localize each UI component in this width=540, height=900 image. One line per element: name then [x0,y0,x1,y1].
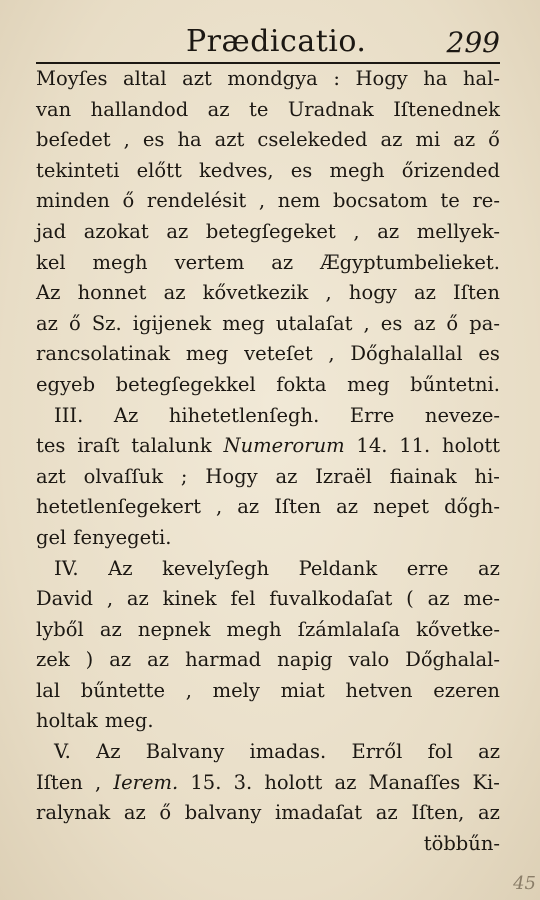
word: jad [36,219,67,243]
word: dőgh- [444,495,500,519]
word: 11. [399,434,431,458]
word: van [36,97,72,121]
word: , [353,219,360,243]
word: hi- [474,464,500,488]
word: betegſegekkel [115,372,256,396]
word: Az [36,281,61,305]
word: Hogy [355,67,408,90]
word: imadaſat [274,801,363,825]
word: vertem [174,250,245,274]
text-line [36,584,500,615]
word: Hogy [205,464,258,488]
word: az [207,97,230,121]
word: mely [212,678,260,702]
text-line [36,339,500,370]
word: az [123,801,146,825]
word: : [333,67,340,90]
word: fokta [276,372,327,396]
word: az [237,495,260,519]
word: V. [54,740,71,764]
word: meg [347,372,390,396]
text-line [36,737,500,768]
word: napig [277,648,333,672]
text-line [36,278,500,309]
text-line [36,125,500,156]
word: az [413,281,436,305]
running-title: Prædicatio. [186,24,367,59]
text-line [36,645,500,676]
word: Iſten, [411,801,465,825]
word: III. [54,403,84,427]
word: az [375,801,398,825]
word: Sz. [91,311,122,335]
word: fel [230,587,256,611]
text-line [36,186,500,217]
word: holott [442,434,500,458]
word: Az [108,556,133,580]
word: az [147,648,170,672]
word: Peldank [298,556,378,580]
word: , [123,128,130,152]
word: az [478,556,500,580]
word: az [275,464,298,488]
word: balvany [184,801,262,825]
word: imadas. [249,740,327,764]
text-line [36,95,500,126]
word: kinek [162,587,217,611]
word: ezeren [433,678,500,702]
word: Dőghalal- [405,648,500,672]
word: nem [277,189,321,213]
text-line [36,615,500,646]
word: mellyek- [416,219,500,243]
word: bűntette [80,678,165,702]
word: utalaſat [275,311,353,335]
text-line [36,401,500,432]
text-line [36,676,500,707]
word: minden [36,189,110,213]
word: , [95,770,102,794]
word: IV. [54,556,79,580]
word: ſzámlalaſa [297,617,400,641]
word: re- [472,189,500,213]
word: azokat [83,219,149,243]
text-line [36,370,500,401]
text-line [36,523,500,554]
word: olvaſſuk [83,464,164,488]
word: bűntetni. [410,372,500,396]
word: kevelyſegh [162,556,270,580]
page-header [36,18,500,62]
word: miat [280,678,325,702]
text-line [36,768,500,799]
word: azt [36,464,66,488]
word: betegſegeket [205,219,336,243]
word: hallandod [90,97,189,121]
word: többűn- [423,831,500,855]
word: az [109,648,132,672]
word: veteſet [244,342,313,366]
word: Moyſes [36,67,108,90]
word: előtt [136,158,182,182]
word: azt [214,128,245,152]
word: ) [85,648,94,672]
catchword-line [36,829,500,860]
word: gel [36,525,67,549]
word: kővetkezik [202,281,309,305]
word: , [325,281,332,305]
word: hal- [462,67,500,90]
word: kel [36,250,66,274]
word: az [126,587,149,611]
word: Ierem. [113,770,179,794]
word: az [427,587,450,611]
word: az [377,219,400,243]
word: beſedet [36,128,111,152]
word: meg [185,342,229,366]
word: rancsolatinak [36,342,171,366]
text-line [36,217,500,248]
word: es [290,158,313,182]
word: az [478,740,500,764]
word: 15. [190,770,222,794]
margin-note: 45 [513,873,536,894]
text-line [36,554,500,585]
word: harmad [185,648,262,672]
word: fol [427,740,453,764]
word: Erre [349,403,395,427]
word: fiainak [389,464,457,488]
word: neveze- [424,403,500,427]
word: , [363,311,370,335]
word: hetetlenſegekert [36,495,201,519]
word: , [185,678,192,702]
word: ő [488,128,500,152]
word: meg [222,311,265,335]
word: , [328,342,335,366]
word: cselekeded [257,128,368,152]
text-line [36,248,500,279]
word: meg. [104,709,154,733]
text-line [36,156,500,187]
word: Iſten [274,495,322,519]
text-line [36,798,500,829]
word: zek [36,648,70,672]
word: megh [226,617,282,641]
word: es [478,342,500,366]
word: es [142,128,165,152]
word: hetven [345,678,413,702]
word: mi [415,128,441,152]
text-line [36,492,500,523]
word: ralynak [36,801,111,825]
word: Iſten [453,281,500,305]
word: az [478,801,500,825]
word: fenyegeti. [73,525,172,549]
word: az [453,128,476,152]
word: ő [122,189,135,213]
word: egyeb [36,372,96,396]
word: David [36,587,93,611]
word: az [336,495,359,519]
word: ; [180,464,188,488]
text-line [36,309,500,340]
word: erre [406,556,449,580]
word: altal [123,67,167,90]
word: az [413,311,436,335]
word: , [106,587,114,611]
word: az [99,617,122,641]
word: igijenek [132,311,212,335]
text-line [36,462,500,493]
word: Ki- [472,770,500,794]
word: mondgya [227,67,318,90]
word: az [380,128,403,152]
word: me- [463,587,500,611]
word: kővetke- [416,617,500,641]
word: Numerorum [223,434,345,458]
word: az [163,281,186,305]
text-line [36,706,500,737]
word: Uradnak [287,97,374,121]
word: 3. [233,770,253,794]
word: 14. [356,434,388,458]
word: bocsatom [332,189,428,213]
word: kedves, [198,158,274,182]
word: Erről [351,740,403,764]
word: őrizended [401,158,500,182]
word: Iſten [36,770,83,794]
word: ha [423,67,448,90]
word: iraſt [77,434,120,458]
word: valo [348,648,390,672]
word: Az [113,403,139,427]
word: holtak [36,709,98,733]
word: Balvany [145,740,225,764]
word: , [216,495,223,519]
word: te [249,97,269,121]
text-line [36,431,500,462]
word: megh [92,250,148,274]
word: holott [264,770,323,794]
word: talalunk [131,434,212,458]
word: rendelésit [146,189,247,213]
word: ha [177,128,202,152]
word: Iſtenednek [393,97,500,121]
word: honnet [77,281,147,305]
word: ő [159,801,172,825]
word: megh [329,158,385,182]
word: ő [68,311,81,335]
word: Dőghalallal [350,342,463,366]
word: Izraël [315,464,372,488]
word: hogy [348,281,397,305]
word: az [271,250,294,274]
word: az [166,219,189,243]
word: lal [36,678,61,702]
word: lyből [36,617,84,641]
word: fuvalkodaſat [269,587,393,611]
word: Manaſſes [368,770,461,794]
word: Az [96,740,121,764]
word: nepnek [137,617,211,641]
word: ő [446,311,459,335]
word: hihetetlenſegh. [168,403,320,427]
body-text [36,64,500,859]
word: tes [36,434,66,458]
word: az [36,311,58,335]
word: ( [406,587,414,611]
word: es [380,311,403,335]
word: te [440,189,460,213]
page-number: 299 [446,26,500,59]
word: azt [182,67,212,90]
text-line [36,64,500,95]
word: pa- [469,311,500,335]
word: Ægyptumbelieket. [320,250,500,274]
word: tekinteti [36,158,120,182]
word: , [258,189,266,213]
word: az [334,770,357,794]
word: nepet [373,495,430,519]
